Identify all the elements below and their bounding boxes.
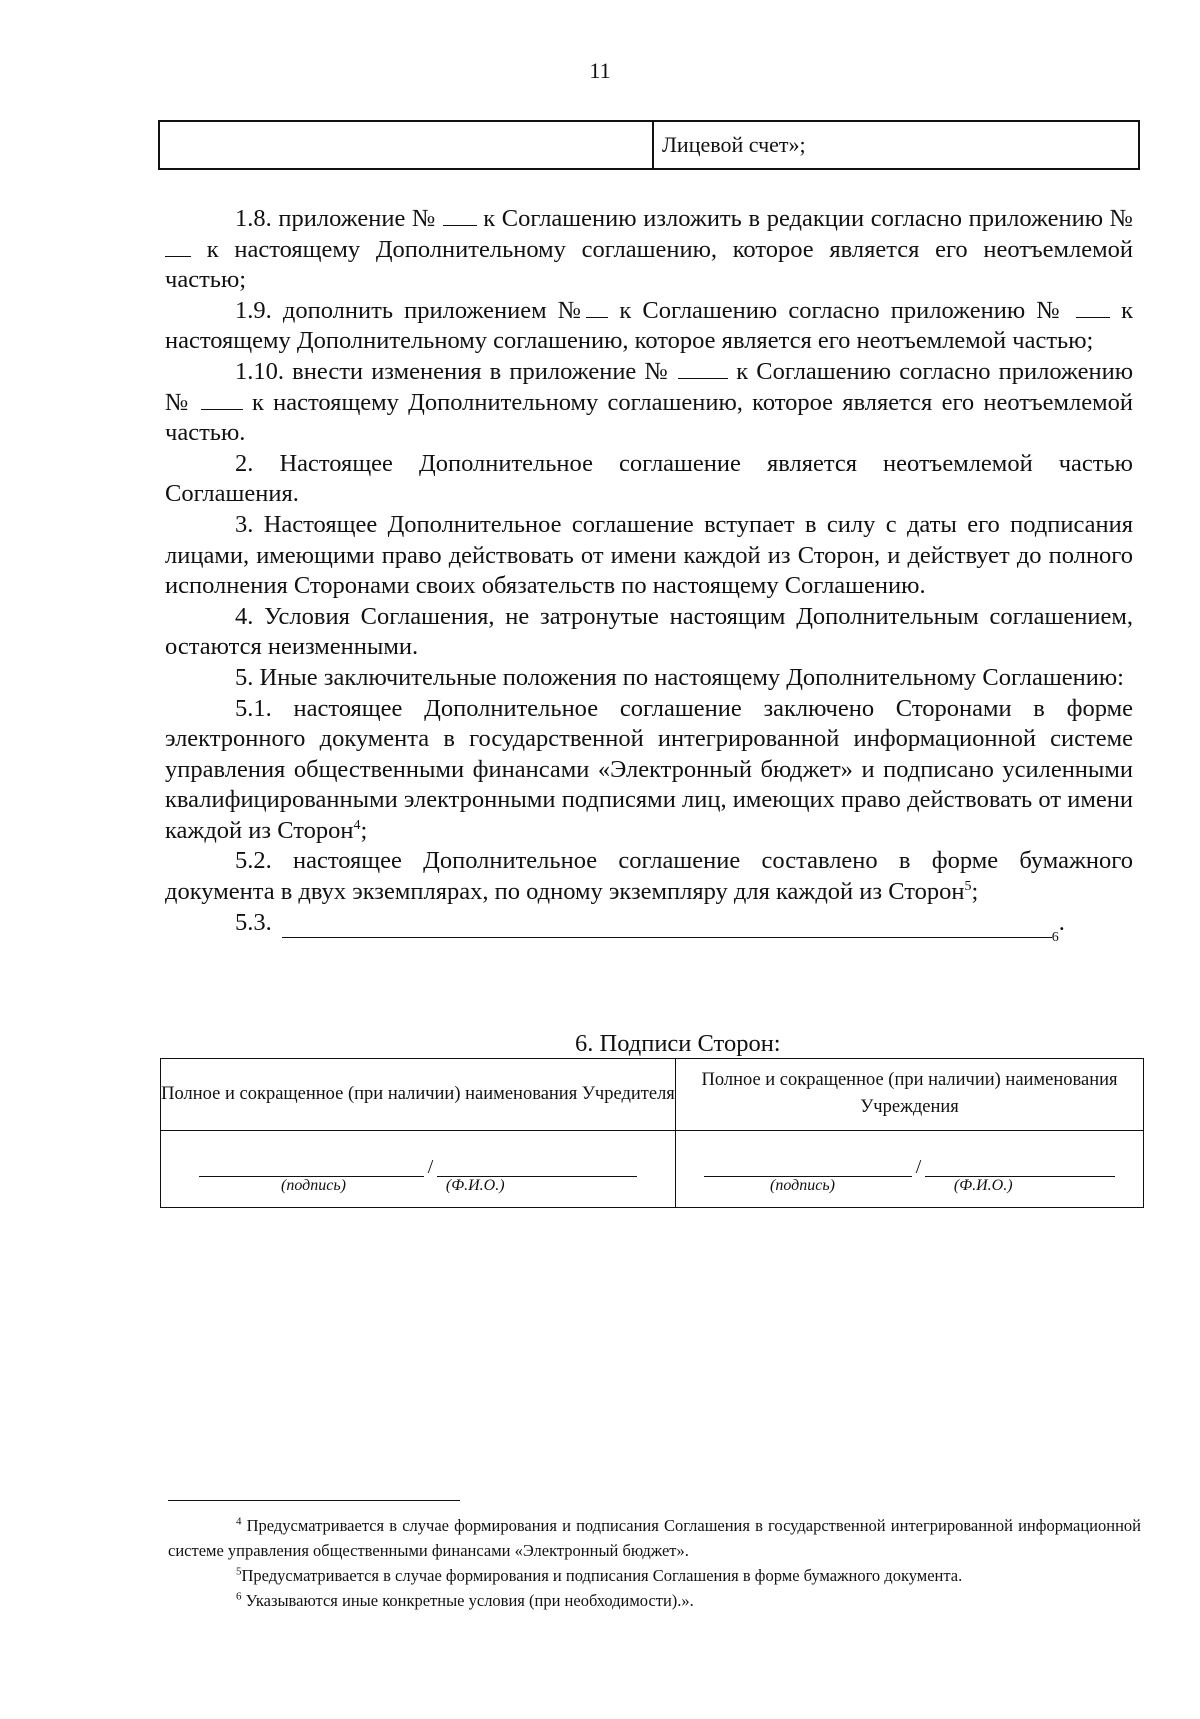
blank-field xyxy=(678,358,728,379)
page-number: 11 xyxy=(589,58,611,83)
footnotes xyxy=(168,1513,1141,1613)
clause-5-2: 5.2. настоящее Дополнительное соглашение составлено в форме бумажного документа в двух экземплярах, по одному экземпляру для каждой из Сторон$^5$; xyxy=(165,847,1133,906)
signature-line xyxy=(704,1156,912,1177)
footnote-4: $^4$ Предусматривается в случае формирования и подписания Соглашения в государственной интегрированной информационной системе управления общественными финансами «Электронный бюджет». xyxy=(168,1515,1142,1560)
name-line xyxy=(437,1156,637,1177)
blank-field xyxy=(443,205,477,226)
blank-field xyxy=(201,389,243,410)
agreement-body xyxy=(165,204,1134,946)
blank-field xyxy=(165,236,191,257)
blank-field xyxy=(586,297,608,318)
clause-1-9: 1.9. дополнить приложением № к Соглашению согласно приложению № к настоящему Дополнительному соглашению, которое является его неотъемлемой частью; xyxy=(165,296,1133,355)
footnote-ref: 4 xyxy=(353,817,361,833)
signature-caption: (подпись) xyxy=(770,1176,835,1194)
name-line xyxy=(925,1156,1115,1177)
table-cell-empty xyxy=(160,122,654,168)
table-cell-account: Лицевой счет»; xyxy=(662,132,806,157)
clause-5-3: 5.3. 6 . xyxy=(235,908,1065,946)
name-caption: (Ф.И.О.) xyxy=(953,1176,1013,1194)
clause-5: 5. Иные заключительные положения по настоящему Дополнительному Соглашению: xyxy=(235,663,1124,691)
clause-2: 2. Настоящее Дополнительное соглашение является неотъемлемой частью Соглашения. xyxy=(165,449,1133,508)
clause-4: 4. Условия Соглашения, не затронутые настоящим Дополнительным соглашением, остаются неизменными. xyxy=(165,602,1133,661)
clause-3: 3. Настоящее Дополнительное соглашение вступает в силу с даты его подписания лицами, имеющими право действовать от имени каждой из Сторон, и действует до полного исполнения Сторонами своих обязательств по настоящему Соглашению. xyxy=(165,510,1133,600)
founder-header: Полное и сокращенное (при наличии) наименования Учредителя xyxy=(161,1059,676,1131)
clause-1-8: 1.8. приложение № к Соглашению изложить в редакции согласно приложению № к настоящему Дополнительному соглашению, которое является его неотъемлемой частью; xyxy=(165,205,1134,294)
signature-caption: (подпись) xyxy=(281,1176,346,1194)
signatures-table xyxy=(160,1058,1144,1208)
blank-field xyxy=(1076,297,1110,318)
footnote-6: $^6$ Указываются иные конкретные условия (при необходимости).». xyxy=(236,1590,694,1610)
institution-header: Полное и сокращенное (при наличии) наименования Учреждения xyxy=(676,1059,1144,1131)
footnote-5: $^5$Предусматривается в случае формирования и подписания Соглашения в форме бумажного документа. xyxy=(236,1565,963,1585)
footnote-separator xyxy=(168,1500,460,1501)
clause-5-1: 5.1. настоящее Дополнительное соглашение заключено Сторонами в форме электронного документа в государственной интегрированной информационной системе управления общественными финансами «Электронный бюджет» и подписано усиленными квалифицированными электронными подписями лиц, имеющих право действовать от имени каждой из Сторон$^4$; xyxy=(165,694,1133,844)
signature-line xyxy=(199,1156,424,1177)
footnote-ref: 5 xyxy=(964,878,972,894)
founder-signature-cell: / (подпись) (Ф.И.О.) xyxy=(161,1130,676,1207)
institution-signature-cell: / (подпись) (Ф.И.О.) xyxy=(676,1130,1144,1207)
signatures-heading: 6. Подписи Сторон: xyxy=(575,1030,781,1057)
blank-field xyxy=(282,915,1052,938)
name-caption: (Ф.И.О.) xyxy=(445,1176,505,1194)
clause-1-10: 1.10. внести изменения в приложение № к Соглашению согласно приложению № к настоящему Дополнительному соглашению, которое является его неотъемлемой частью. xyxy=(165,357,1134,447)
continuation-table xyxy=(158,120,1140,170)
